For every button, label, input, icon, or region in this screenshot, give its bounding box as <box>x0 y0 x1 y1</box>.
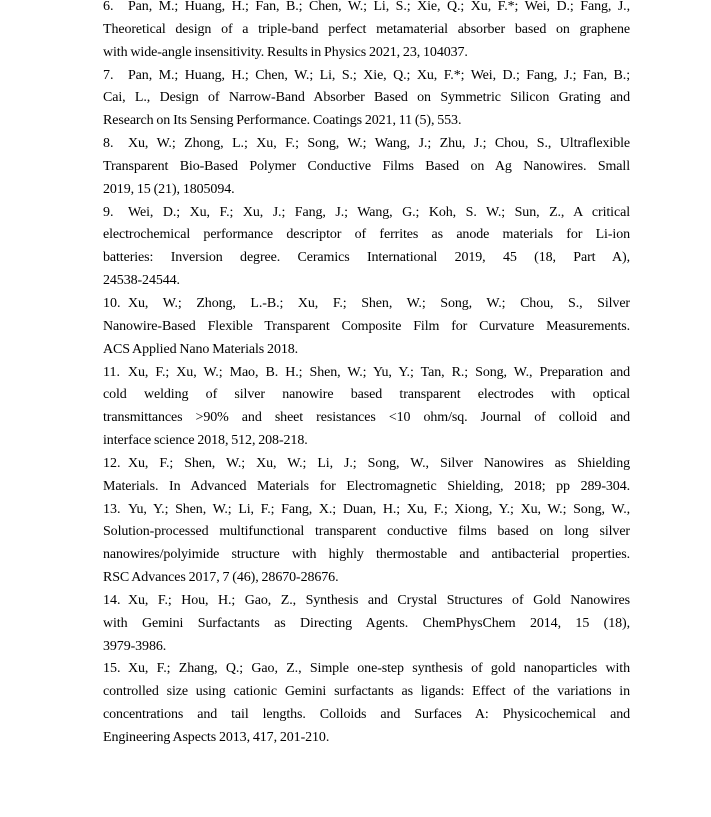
reference-text: Yu, Y.; Shen, W.; Li, F.; Fang, X.; Duan, H.; Xu, F.; Xiong, Y.; Xu, W.; Song, W., <box>128 501 630 517</box>
reference-line <box>103 0 630 19</box>
reference-number: 13. <box>103 501 121 517</box>
reference-line <box>103 499 630 522</box>
reference-line: Nanowire-Based Flexible Transparent Composite Film for Curvature Measurements. <box>103 318 630 334</box>
reference-line: Cai, L., Design of Narrow-Band Absorber Based on Symmetric Silicon Grating and <box>103 90 630 106</box>
reference-text: Pan, M.; Huang, H.; Fan, B.; Chen, W.; Li, S.; Xie, Q.; Xu, F.*; Wei, D.; Fang, J., <box>128 0 630 14</box>
reference-line: Research on Its Sensing Performance. Coatings 2021, 11 (5), 553. <box>103 113 462 129</box>
reference-text: Pan, M.; Huang, H.; Chen, W.; Li, S.; Xie, Q.; Xu, F.*; Wei, D.; Fang, J.; Fan, B.; <box>128 67 630 83</box>
reference-item <box>103 658 630 749</box>
reference-line <box>103 65 630 88</box>
reference-text: Xu, F.; Hou, H.; Gao, Z., Synthesis and Crystal Structures of Gold Nanowires <box>128 592 630 608</box>
reference-line: Transparent Bio-Based Polymer Conductive Films Based on Ag Nanowires. Small <box>103 158 630 174</box>
reference-text: Xu, F.; Shen, W.; Xu, W.; Li, J.; Song, W., Silver Nanowires as Shielding <box>128 455 630 471</box>
reference-number: 7. <box>103 67 114 83</box>
reference-line: 24538-24544. <box>103 273 180 289</box>
reference-line: concentrations and tail lengths. Colloids and Surfaces A: Physicochemical and <box>103 707 630 723</box>
reference-line: 2019, 15 (21), 1805094. <box>103 181 235 197</box>
reference-item <box>103 0 630 65</box>
reference-number: 11. <box>103 364 120 380</box>
reference-item <box>103 293 630 362</box>
reference-number: 15. <box>103 661 121 677</box>
reference-number: 8. <box>103 136 114 152</box>
reference-number: 9. <box>103 204 114 220</box>
reference-line <box>103 658 630 681</box>
reference-text: Xu, W.; Zhong, L.-B.; Xu, F.; Shen, W.; Song, W.; Chou, S., Silver <box>128 295 630 311</box>
reference-line: controlled size using cationic Gemini surfactants as ligands: Effect of the variations in <box>103 684 630 700</box>
reference-line: Engineering Aspects 2013, 417, 201-210. <box>103 730 330 745</box>
reference-item <box>103 453 630 499</box>
reference-text: Xu, F.; Zhang, Q.; Gao, Z., Simple one-step synthesis of gold nanoparticles with <box>128 661 630 677</box>
reference-item <box>103 499 630 590</box>
reference-line: with Gemini Surfactants as Directing Agents. ChemPhysChem 2014, 15 (18), <box>103 615 630 631</box>
reference-number: 6. <box>103 0 114 14</box>
reference-line <box>103 453 630 476</box>
reference-number: 14. <box>103 592 121 608</box>
reference-line: Solution-processed multifunctional transparent conductive films based on long silver <box>103 524 630 540</box>
reference-line <box>103 293 630 316</box>
reference-line: nanowires/polyimide structure with highly thermostable and antibacterial properties. <box>103 547 630 563</box>
reference-number: 12. <box>103 455 121 471</box>
reference-line: Theoretical design of a triple-band perfect metamaterial absorber based on graphene <box>103 21 630 37</box>
reference-line <box>103 133 630 156</box>
reference-line <box>103 362 630 385</box>
reference-line: cold welding of silver nanowire based transparent electrodes with optical <box>103 387 630 403</box>
reference-line: with wide-angle insensitivity. Results in Physics 2021, 23, 104037. <box>103 44 468 60</box>
references-list <box>103 0 630 750</box>
reference-item <box>103 65 630 134</box>
reference-line: 3979-3986. <box>103 638 167 654</box>
reference-item <box>103 362 630 453</box>
reference-line: batteries: Inversion degree. Ceramics International 2019, 45 (18, Part A), <box>103 250 630 266</box>
reference-item <box>103 202 630 293</box>
reference-line <box>103 202 630 225</box>
reference-line: transmittances >90% and sheet resistances <10 ohm/sq. Journal of colloid and <box>103 410 630 426</box>
reference-text: Wei, D.; Xu, F.; Xu, J.; Fang, J.; Wang, G.; Koh, S. W.; Sun, Z., A critical <box>128 204 630 220</box>
reference-text: Xu, F.; Xu, W.; Mao, B. H.; Shen, W.; Yu, Y.; Tan, R.; Song, W., Preparation and <box>128 364 630 380</box>
reference-item <box>103 133 630 202</box>
reference-item <box>103 590 630 659</box>
reference-line: Materials. In Advanced Materials for Electromagnetic Shielding, 2018; pp 289-304. <box>103 478 630 494</box>
reference-line: ACS Applied Nano Materials 2018. <box>103 341 299 357</box>
reference-number: 10. <box>103 295 121 311</box>
reference-line: RSC Advances 2017, 7 (46), 28670-28676. <box>103 570 339 586</box>
reference-line <box>103 590 630 613</box>
reference-text: Xu, W.; Zhong, L.; Xu, F.; Song, W.; Wang, J.; Zhu, J.; Chou, S., Ultraflexible <box>128 136 630 152</box>
reference-line: interface science 2018, 512, 208-218. <box>103 433 308 449</box>
reference-line: electrochemical performance descriptor of ferrites as anode materials for Li-ion <box>103 227 630 243</box>
